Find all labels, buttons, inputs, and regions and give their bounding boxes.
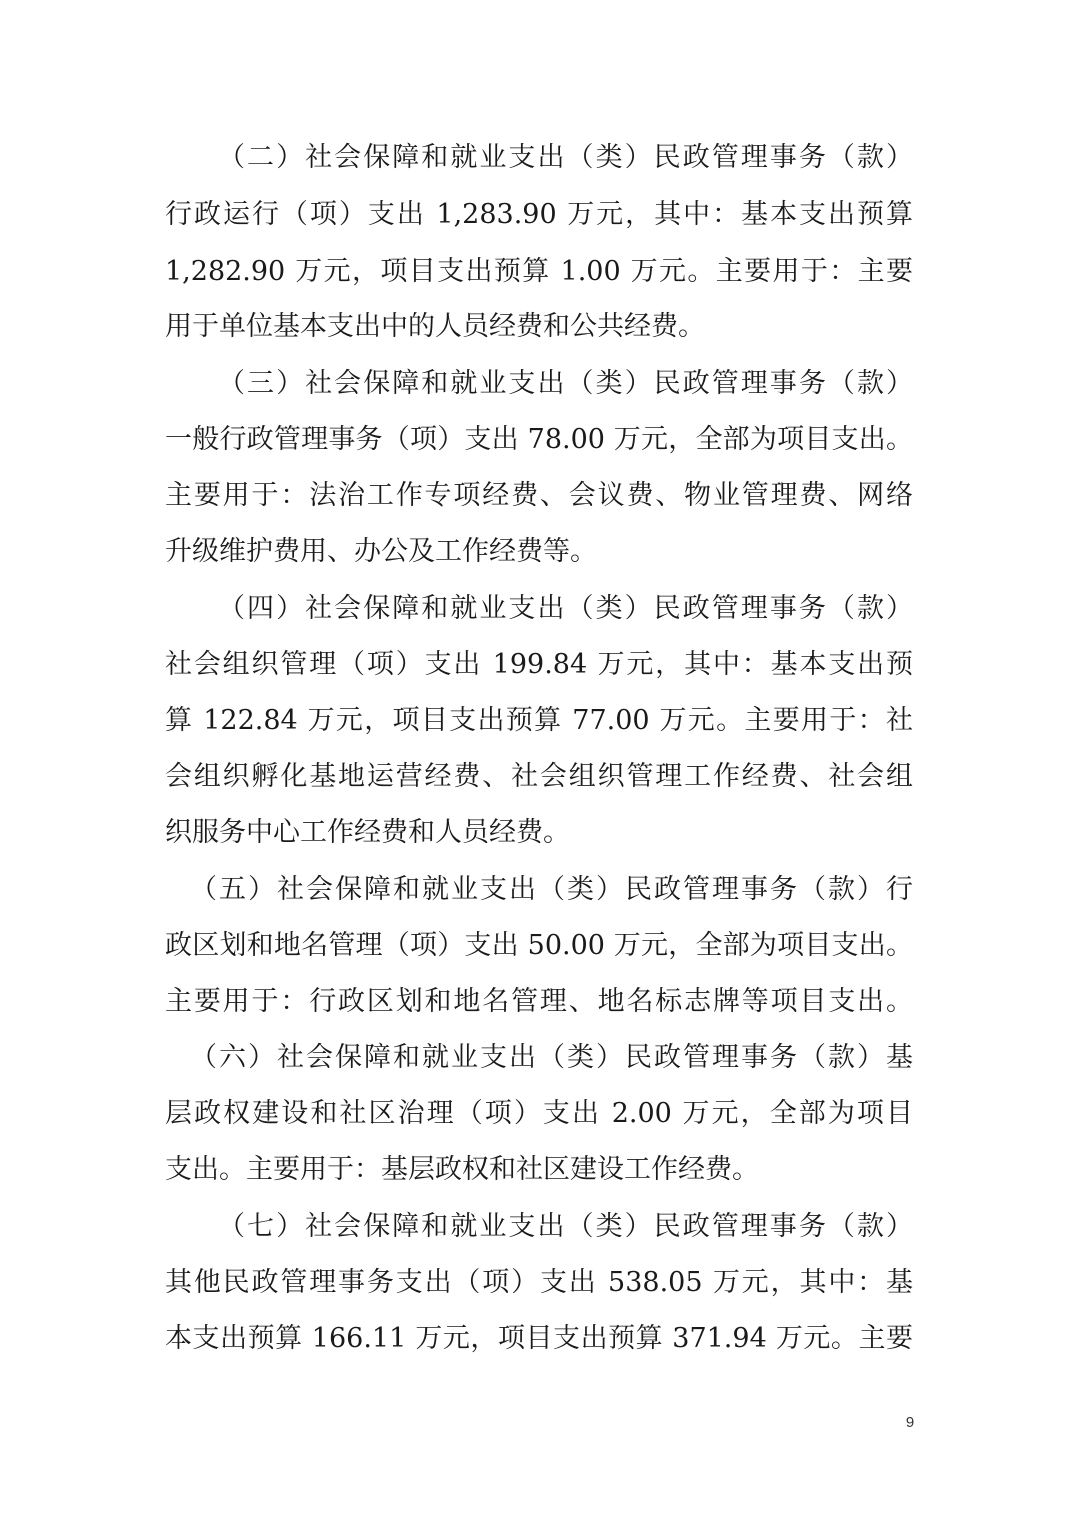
paragraph-line: （二）社会保障和就业支出（类）民政管理事务（款） — [218, 142, 913, 173]
paragraph-line: 层政权建设和社区治理（项）支出 2.00 万元，全部为项目 — [165, 1098, 913, 1129]
paragraph-line: 升级维护费用、办公及工作经费等。 — [165, 536, 597, 567]
paragraph-line: 政区划和地名管理（项）支出 50.00 万元，全部为项目支出。 — [165, 930, 913, 961]
paragraph-line: （七）社会保障和就业支出（类）民政管理事务（款） — [218, 1211, 913, 1242]
page-number: 9 — [905, 1414, 915, 1431]
paragraph-line: 其他民政管理事务支出（项）支出 538.05 万元，其中：基 — [165, 1267, 913, 1298]
paragraph-line: 本支出预算 166.11 万元，项目支出预算 371.94 万元。主要 — [165, 1323, 913, 1354]
paragraph-line: （五）社会保障和就业支出（类）民政管理事务（款）行 — [190, 874, 913, 905]
paragraph-line: 用于单位基本支出中的人员经费和公共经费。 — [165, 311, 705, 342]
paragraph-line: 主要用于：法治工作专项经费、会议费、物业管理费、网络 — [165, 480, 913, 511]
paragraph-line: 社会组织管理（项）支出 199.84 万元，其中：基本支出预 — [165, 649, 913, 680]
paragraph-line: 主要用于：行政区划和地名管理、地名标志牌等项目支出。 — [165, 986, 913, 1017]
paragraph-line: （六）社会保障和就业支出（类）民政管理事务（款）基 — [190, 1042, 913, 1073]
paragraph-line: 织服务中心工作经费和人员经费。 — [165, 817, 570, 848]
paragraph-line: 一般行政管理事务（项）支出 78.00 万元，全部为项目支出。 — [165, 424, 913, 455]
paragraph-line: 会组织孵化基地运营经费、社会组织管理工作经费、社会组 — [165, 761, 913, 792]
paragraph-line: （三）社会保障和就业支出（类）民政管理事务（款） — [218, 368, 913, 399]
paragraph-line: 算 122.84 万元，项目支出预算 77.00 万元。主要用于：社 — [165, 705, 913, 736]
paragraph-line: （四）社会保障和就业支出（类）民政管理事务（款） — [218, 593, 913, 624]
paragraph-line: 1,282.90 万元，项目支出预算 1.00 万元。主要用于：主要 — [165, 256, 913, 287]
paragraph-line: 行政运行（项）支出 1,283.90 万元，其中：基本支出预算 — [165, 199, 913, 230]
paragraph-line: 支出。主要用于：基层政权和社区建设工作经费。 — [165, 1154, 759, 1185]
